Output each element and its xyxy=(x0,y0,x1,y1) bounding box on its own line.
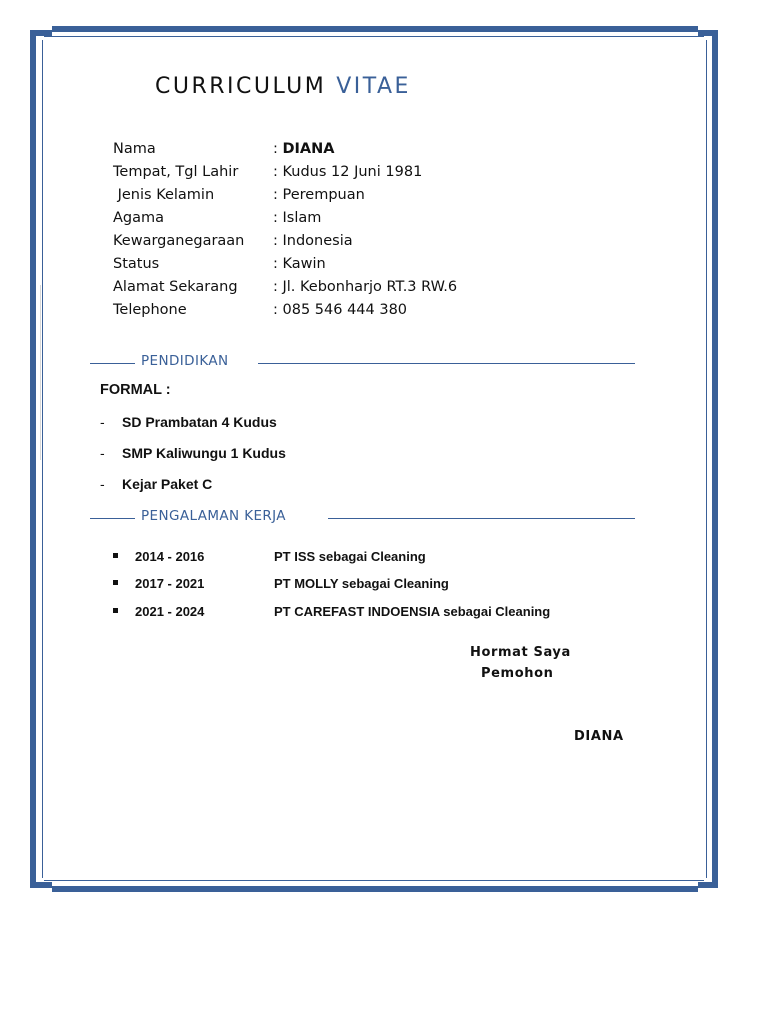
bio-row-agama xyxy=(113,207,457,230)
bio-value: : Kawin xyxy=(273,256,326,272)
border-inner-top xyxy=(44,36,704,37)
bio-label: Nama xyxy=(113,141,156,157)
section-rule-left xyxy=(90,518,135,519)
section-rule-left xyxy=(90,363,135,364)
bullet-square-icon xyxy=(113,608,118,613)
bio-row-gender xyxy=(113,184,457,207)
section-title: PENGALAMAN KERJA xyxy=(141,508,286,524)
bullet-dash: - xyxy=(100,476,105,492)
bio-label: Tempat, Tgl Lahir xyxy=(113,164,239,180)
title-accent: VITAE xyxy=(336,74,411,99)
education-item: - Kejar Paket C xyxy=(100,476,213,492)
section-title: PENDIDIKAN xyxy=(141,353,229,369)
bullet-square-icon xyxy=(113,553,118,558)
experience-years: 2021 - 2024 xyxy=(135,604,205,619)
bio-label: Jenis Kelamin xyxy=(113,187,215,203)
bullet-dash: - xyxy=(100,414,105,430)
border-bottom xyxy=(52,886,698,892)
bio-value: : DIANA xyxy=(273,141,335,157)
bio-value: : Perempuan xyxy=(273,187,365,203)
bio-row-ttl xyxy=(113,161,457,184)
experience-desc: PT ISS sebagai Cleaning xyxy=(274,549,426,564)
bio-label: Telephone xyxy=(113,302,187,318)
formal-label: FORMAL : xyxy=(100,382,171,398)
border-inner-bottom xyxy=(44,880,704,881)
bio-row-nama xyxy=(113,138,457,161)
corner-bl-v xyxy=(30,868,36,888)
bio-label: Alamat Sekarang xyxy=(113,279,238,295)
border-inner-left xyxy=(42,40,43,878)
experience-years: 2017 - 2021 xyxy=(135,576,205,591)
border-left xyxy=(30,44,36,874)
bio-value: : 085 546 444 380 xyxy=(273,302,408,318)
side-mark xyxy=(40,285,41,460)
corner-tr-v xyxy=(712,30,718,50)
bio-value: : Kudus 12 Juni 1981 xyxy=(273,164,423,180)
bio-value: : Islam xyxy=(273,210,322,226)
experience-desc: PT MOLLY sebagai Cleaning xyxy=(274,576,449,591)
corner-tl-v xyxy=(30,30,36,50)
section-experience-header xyxy=(90,508,635,528)
bio-row-status xyxy=(113,253,457,276)
bio-row-phone xyxy=(113,299,457,322)
closing-greeting: Hormat Saya xyxy=(470,645,571,660)
title-main: CURRICULUM xyxy=(155,74,327,99)
closing-role: Pemohon xyxy=(481,666,554,681)
section-education-header xyxy=(90,353,635,373)
experience-years: 2014 - 2016 xyxy=(135,549,205,564)
experience-desc: PT CAREFAST INDOENSIA sebagai Cleaning xyxy=(274,604,551,619)
section-rule-right xyxy=(328,518,635,519)
bio-value: : Indonesia xyxy=(273,233,353,249)
bio-row-address xyxy=(113,276,457,299)
bio-label: Kewarganegaraan xyxy=(113,233,245,249)
bio-value: : Jl. Kebonharjo RT.3 RW.6 xyxy=(273,279,458,295)
border-top xyxy=(52,26,698,32)
bullet-dash: - xyxy=(100,445,105,461)
education-item: - SMP Kaliwungu 1 Kudus xyxy=(100,445,286,461)
border-right xyxy=(712,44,718,874)
biodata-list xyxy=(113,138,457,322)
signature-name: DIANA xyxy=(574,729,624,744)
bio-label: Agama xyxy=(113,210,165,226)
corner-br-v xyxy=(712,868,718,888)
name-value: DIANA xyxy=(282,141,335,157)
section-rule-right xyxy=(258,363,635,364)
bio-label: Status xyxy=(113,256,160,272)
education-item: - SD Prambatan 4 Kudus xyxy=(100,414,277,430)
page-title xyxy=(155,74,411,99)
bio-row-nationality xyxy=(113,230,457,253)
bullet-square-icon xyxy=(113,580,118,585)
border-inner-right xyxy=(706,40,707,878)
